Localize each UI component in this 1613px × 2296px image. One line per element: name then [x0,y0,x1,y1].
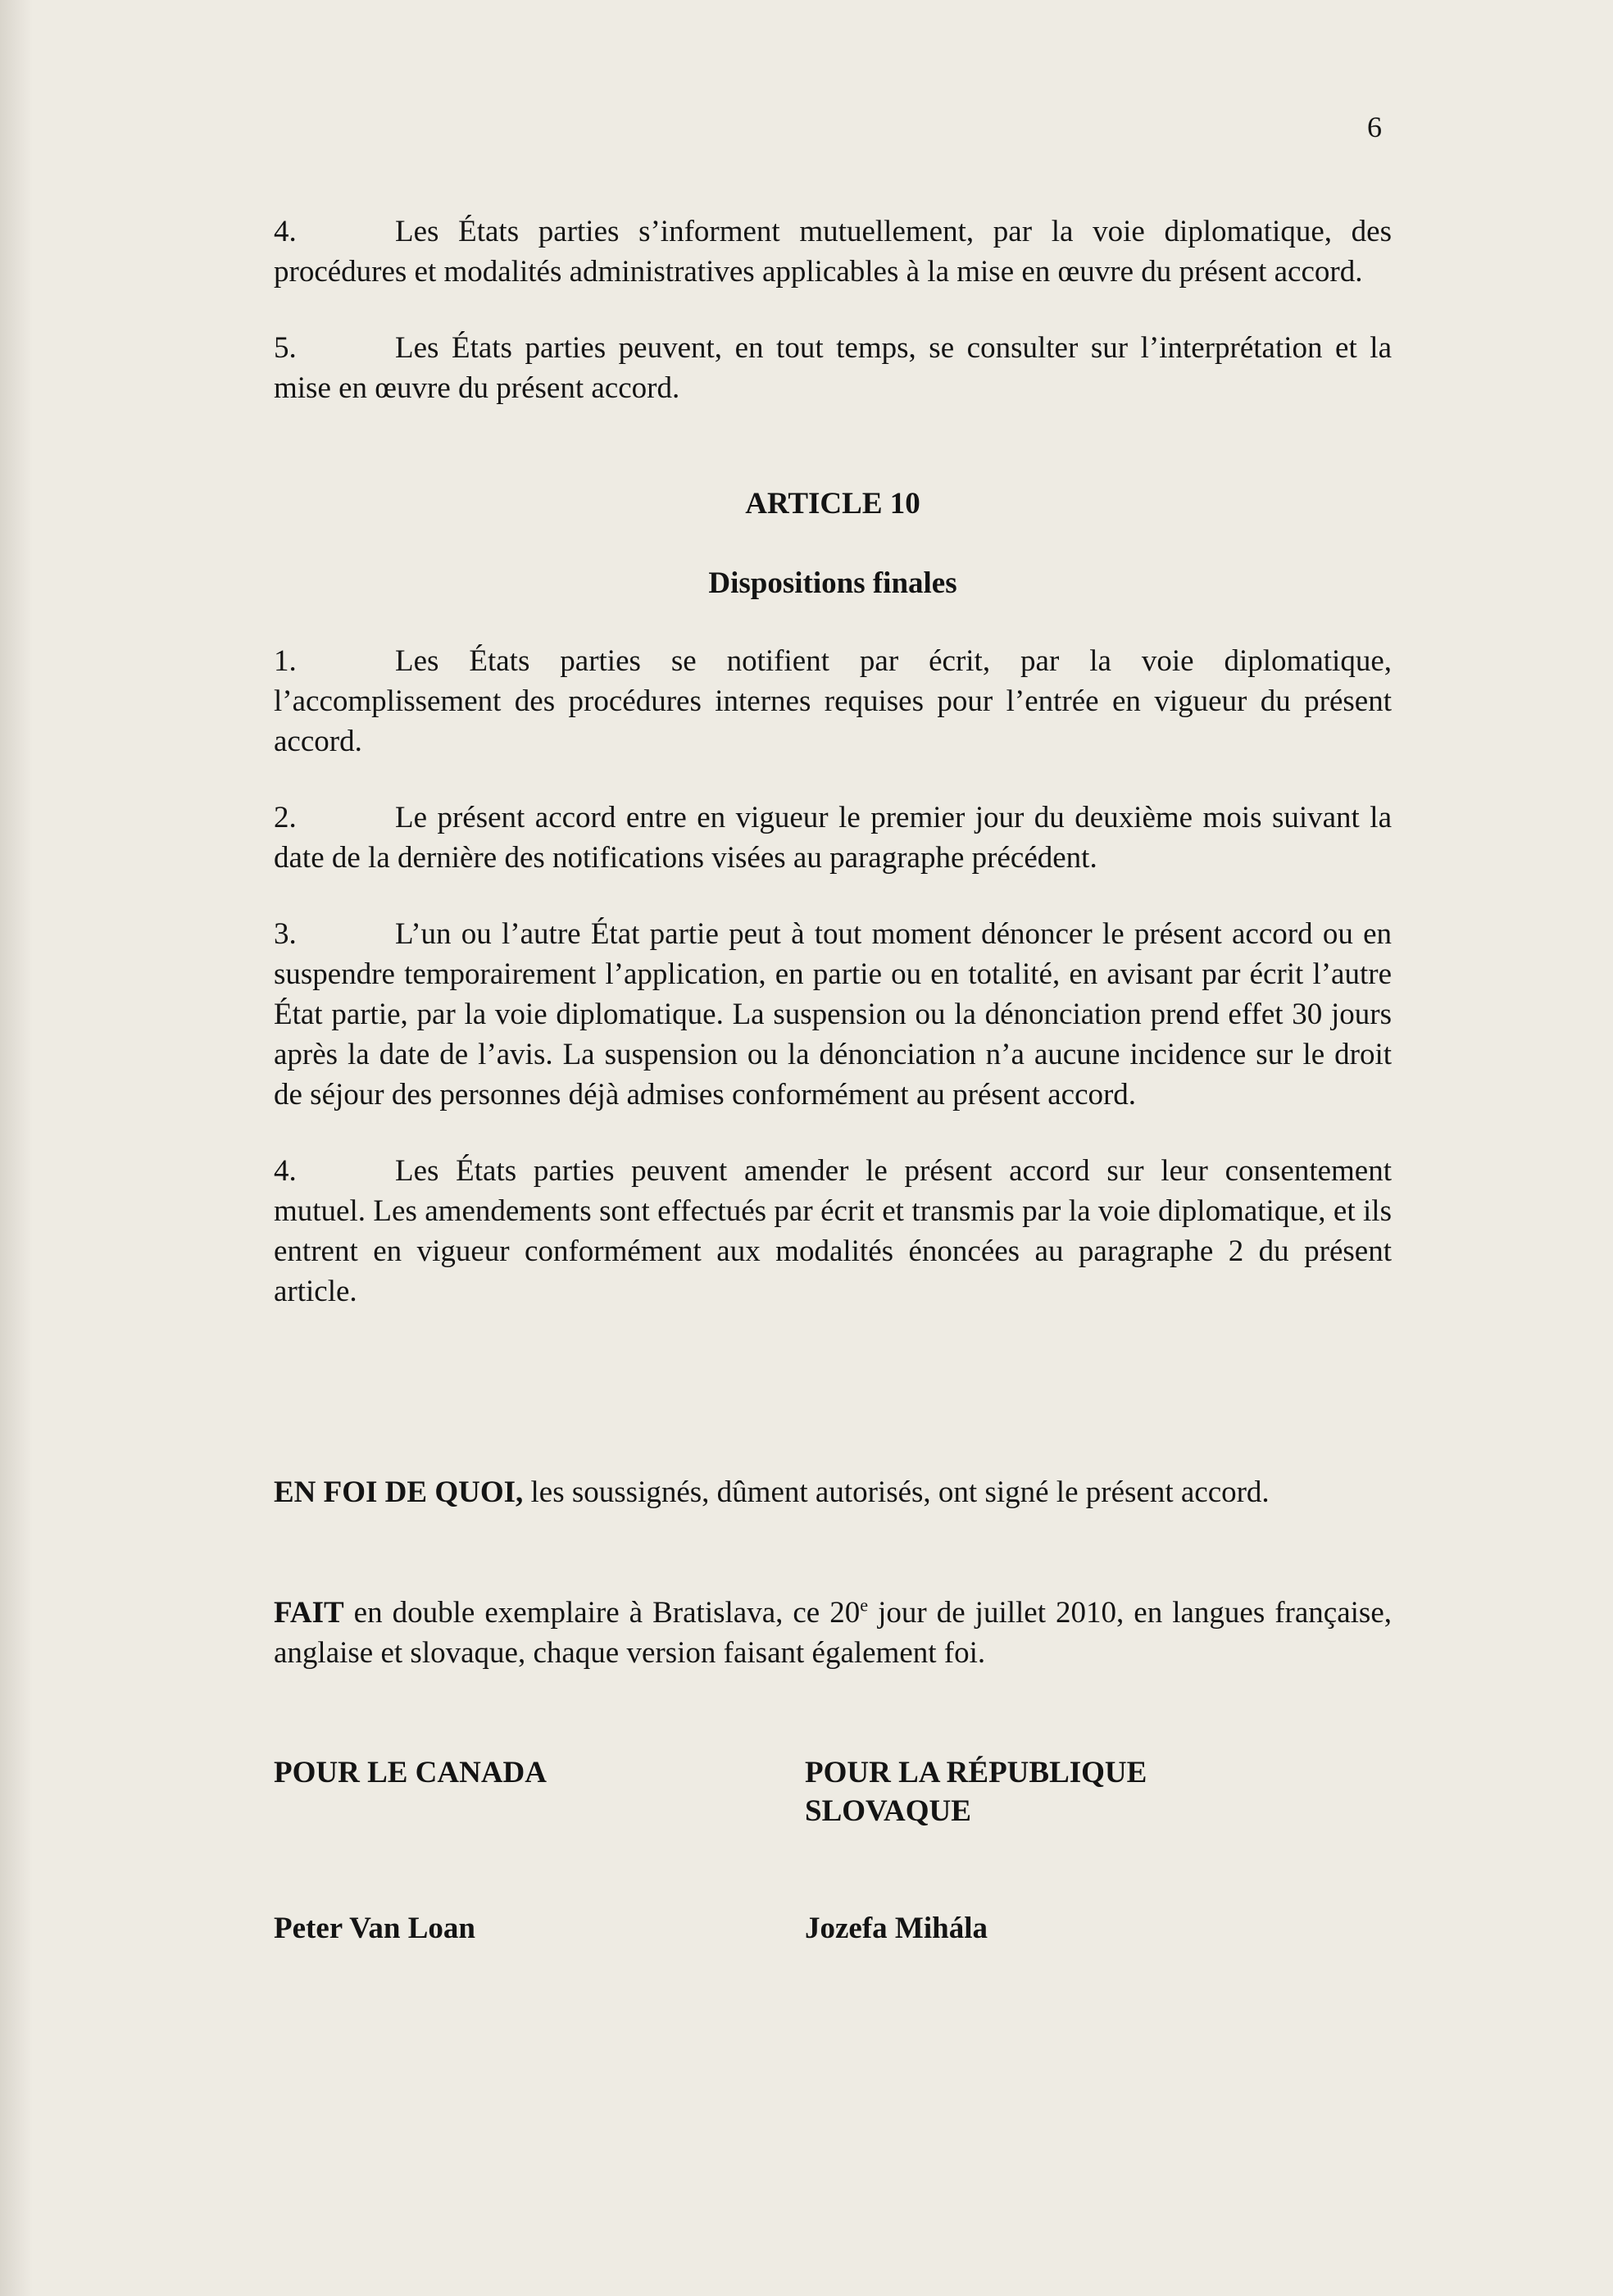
article-paragraph-3 [274,914,1392,1115]
signatory-canada: Peter Van Loan [274,1912,476,1945]
page-edge-shadow [0,0,33,2296]
article-paragraph-4 [274,1151,1392,1312]
signature-title-slovakia-line1: POUR LA RÉPUBLIQUE [805,1756,1147,1789]
signature-title-slovakia-line2: SLOVAQUE [805,1794,971,1828]
witness-lead: EN FOI DE QUOI, [274,1475,524,1509]
paragraph-text: L’un ou l’autre État partie peut à tout moment dénoncer le présent accord ou en suspendre temporairement l’application, en partie ou en totalité, en avisant par écrit l’autre État partie, par la voie diplomatique. La suspension ou la dénonciation prend effet 30 jours après la date de l’avis. La suspension ou la dénonciation n’a aucune incidence sur le droit de séjour des personnes déjà admises conformément au présent accord. [274,917,1392,1112]
article-subtitle: Dispositions finales [708,566,957,600]
article-paragraph-1 [274,641,1392,762]
signature-title-canada: POUR LE CANADA [274,1756,547,1789]
article-title: ARTICLE 10 [745,487,920,521]
witness-text: les soussignés, dûment autorisés, ont signé le présent accord. [523,1475,1270,1509]
witness-clause [274,1472,1392,1512]
done-lead: FAIT [274,1596,344,1630]
done-text-before: en double exemplaire à Bratislava, ce 20 [343,1596,861,1630]
paragraph-number: 3. [274,917,297,951]
signature-title-slovakia [805,1753,1392,1830]
done-superscript: e [860,1594,869,1616]
paragraph-text: Le présent accord entre en vigueur le premier jour du deuxième mois suivant la date de la dernière des notifications visées au paragraphe précédent. [274,801,1392,875]
paragraph-number: 2. [274,801,297,834]
article-paragraph-2 [274,798,1392,878]
paragraph-number: 1. [274,644,297,678]
signatory-slovakia: Jozefa Mihála [805,1912,988,1945]
signature-names [274,1909,1392,1948]
document-body [274,211,1392,1948]
paragraph-number: 4. [274,1154,297,1188]
paragraph-number: 5. [274,331,297,365]
paragraph-text: Les États parties se notifient par écrit, par la voie diplomatique, l’accomplissement des procédures internes requises pour l’entrée en vigueur du présent accord. [274,644,1392,758]
paragraph-number: 4. [274,215,297,248]
paragraph-text: Les États parties s’informent mutuellement, par la voie diplomatique, des procédures et modalités administratives applicables à la mise en œuvre du présent accord. [274,215,1392,289]
signature-titles [274,1753,1392,1830]
page-number: 6 [1367,111,1382,143]
done-clause [274,1593,1392,1673]
done-text-after: jour de juillet 2010, en langues française, anglaise et slovaque, chaque version faisant également foi. [274,1596,1392,1670]
paragraph-5-top [274,328,1392,408]
paragraph-4-top [274,211,1392,292]
paragraph-text: Les États parties peuvent, en tout temps, se consulter sur l’interprétation et la mise en œuvre du présent accord. [274,331,1392,405]
paragraph-text: Les États parties peuvent amender le présent accord sur leur consentement mutuel. Les amendements sont effectués par écrit et transmis par la voie diplomatique, et ils entrent en vigueur conformément aux modalités énoncées au paragraphe 2 du présent article. [274,1154,1392,1308]
